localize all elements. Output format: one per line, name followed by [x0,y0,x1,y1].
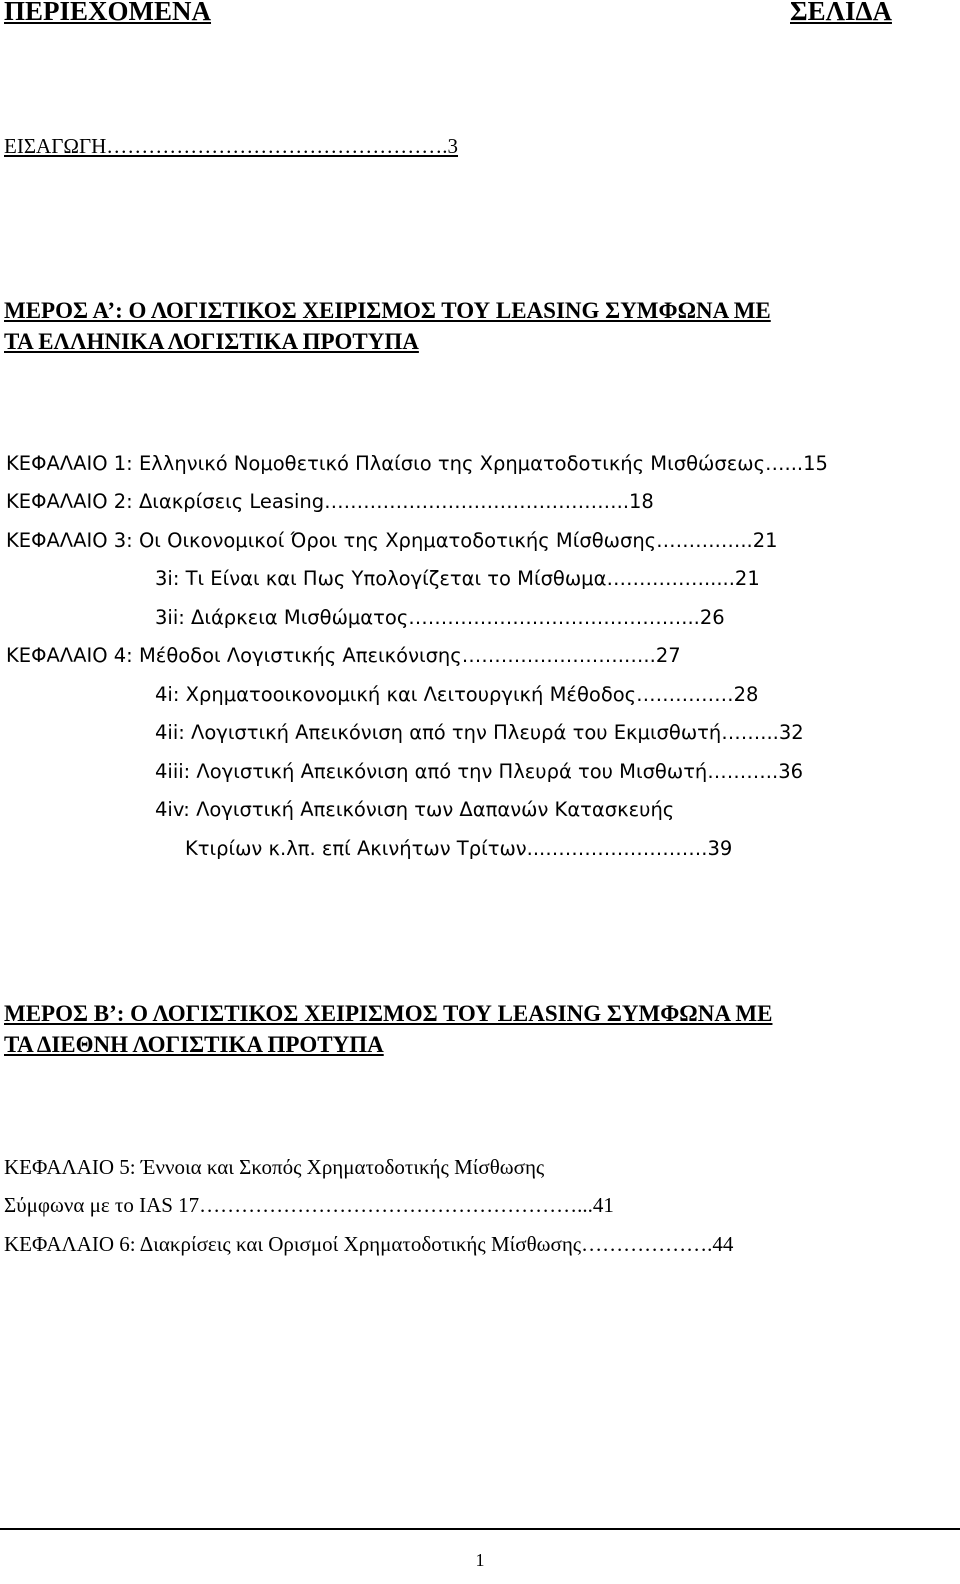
toc-entry-section-4ii: 4ii: Λογιστική Απεικόνιση από την Πλευρά του Εκμισθωτή……...32 [155,721,804,744]
part-b-heading-line2: ΤΑ ΔΙΕΘΝΗ ΛΟΓΙΣΤΙΚΑ ΠΡΟΤΥΠΑ [4,1032,384,1057]
part-b-heading-line1: ΜΕΡΟΣ Β’: Ο ΛΟΓΙΣΤΙΚΟΣ ΧΕΙΡΙΣΜΟΣ ΤΟΥ LEASING ΣΥΜΦΩΝΑ ΜΕ [4,1001,773,1026]
toc-entry-intro: ΕΙΣΑΓΩΓΗ………………………………………….3 [4,134,459,158]
footer-divider [0,1528,960,1530]
toc-entry-chapter-5-cont: Σύμφωνα με το IAS 17………………………………………………...41 [4,1193,614,1217]
toc-entry-chapter-6: ΚΕΦΑΛΑΙΟ 6: Διακρίσεις και Ορισμοί Χρηματοδοτικής Μίσθωσης……………….44 [4,1232,734,1256]
toc-entry-section-4iii: 4iii: Λογιστική Απεικόνιση από την Πλευρά του Μισθωτή………..36 [155,760,804,783]
page-column-title: ΣΕΛΙΔΑ [790,0,892,26]
toc-entry-section-3ii: 3ii: Διάρκεια Μισθώματος……………………………………...26 [155,606,725,629]
toc-entry-chapter-4: ΚΕΦΑΛΑΙΟ 4: Μέθοδοι Λογιστικής Απεικόνισης…………………….…..27 [6,644,681,667]
toc-title: ΠΕΡΙΕΧΟΜΕΝΑ [4,0,212,26]
page-number: 1 [475,1550,485,1570]
toc-entry-section-3i: 3i: Τι Είναι και Πως Υπολογίζεται το Μίσθωμα…………….....21 [155,567,760,590]
toc-entry-chapter-3: ΚΕΦΑΛΑΙΟ 3: Οι Οικονομικοί Όροι της Χρηματοδοτικής Μίσθωσης……….…..21 [6,529,778,552]
toc-entry-section-4iv-cont: Κτιρίων κ.λπ. επί Ακινήτων Τρίτων...…………………….39 [185,837,733,860]
toc-entry-chapter-5: ΚΕΦΑΛΑΙΟ 5: Έννοια και Σκοπός Χρηματοδοτικής Μίσθωσης [4,1155,545,1179]
toc-entry-chapter-2: ΚΕΦΑΛΑΙΟ 2: Διακρίσεις Leasing………………………………………..18 [6,490,654,513]
toc-entry-section-4iv: 4iv: Λογιστική Απεικόνιση των Δαπανών Κατασκευής [155,798,675,821]
toc-entry-chapter-1: ΚΕΦΑΛΑΙΟ 1: Ελληνικό Νομοθετικό Πλαίσιο της Χρηματοδοτικής Μισθώσεως…...15 [6,452,828,475]
toc-entry-section-4i: 4i: Χρηματοοικονομική και Λειτουργική Μέθοδος……………28 [155,683,759,706]
part-a-heading-line1: ΜΕΡΟΣ Α’: Ο ΛΟΓΙΣΤΙΚΟΣ ΧΕΙΡΙΣΜΟΣ ΤΟΥ LEASING ΣΥΜΦΩΝΑ ΜΕ [4,298,771,323]
part-a-heading-line2: ΤΑ ΕΛΛΗΝΙΚΑ ΛΟΓΙΣΤΙΚΑ ΠΡΟΤΥΠΑ [4,329,419,354]
